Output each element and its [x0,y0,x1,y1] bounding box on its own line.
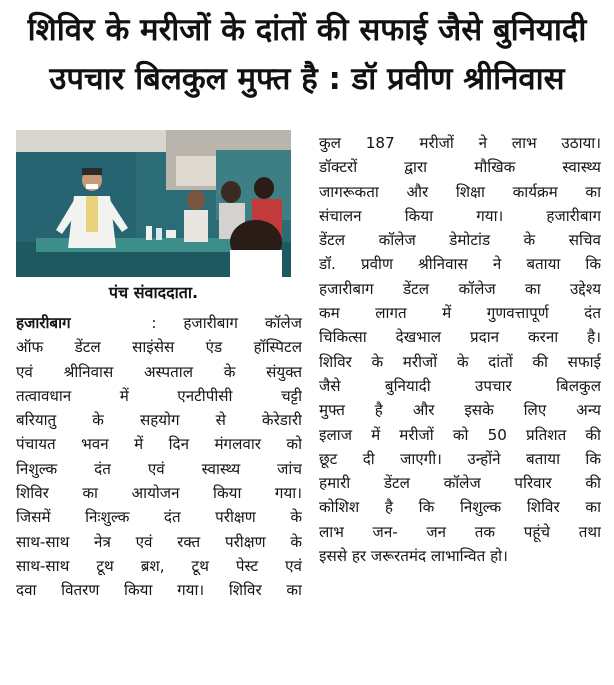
article-line: दवा वितरण किया गया। शिविर का [16,581,302,600]
article-line: कम लागत में गुणवत्तापूर्ण दंत [319,304,601,323]
dateline: हजारीबाग [16,314,71,332]
article-line: साथ-साथ नेत्र एवं रक्त परीक्षण के [16,532,302,551]
article-line: संचालन किया गया। हजारीबाग [319,206,601,225]
article-line: कुल 187 मरीजों ने लाभ उठाया। [319,134,601,152]
article-line: शिविर का आयोजन किया गया। [16,484,302,503]
article-line: जिसमें निःशुल्क दंत परीक्षण के [16,508,302,527]
article-line: पंचायत भवन में दिन मंगलवार को [16,435,302,454]
article-line: छूट दी जाएगी। उन्होंने बताया कि [319,449,601,468]
headline-line-2: उपचार बिलकुल मुफ्त है : डॉ प्रवीण श्रीनिवास [49,61,565,97]
article-line: एवं श्रीनिवास अस्पताल के संयुक्त [16,362,302,381]
headline [0,6,614,104]
article-line: डॉ. प्रवीण श्रीनिवास ने बताया कि [319,255,601,274]
article-column-left [16,311,302,603]
headline-line-1: शिविर के मरीजों के दांतों की सफाई जैसे बुनियादी [27,12,587,48]
article-line: डेंटल कॉलेज डेमोटांड के सचिव [319,231,601,250]
article-line [16,311,302,335]
article-line: हमारी डेंटल कॉलेज परिवार की [319,474,601,493]
article-line: ऑफ डेंटल साइंसेस एंड हॉस्पिटल [16,338,302,357]
article-line: बरियातु के सहयोग से केरेडारी [16,411,302,430]
article-line: जागरूकता और शिक्षा कार्यक्रम का [319,182,601,201]
article-line: जैसे बुनियादी उपचार बिलकुल [319,376,601,395]
article-line: निशुल्क दंत एवं स्वास्थ्य जांच [16,459,302,478]
article-column-right [319,131,601,568]
article-line: साथ-साथ टूथ ब्रश, टूथ पेस्ट एवं [16,556,302,575]
article-line: हजारीबाग डेंटल कॉलेज का उद्देश्य [319,279,601,298]
news-photo [16,130,291,277]
news-photo-illustration [16,130,291,277]
article-line: डॉक्टरों द्वारा मौखिक स्वास्थ्य [319,158,601,177]
article-line: चिकित्सा देखभाल प्रदान करना है। [319,328,601,347]
byline: पंच संवाददाता. [108,283,199,302]
article-line-text: : हजारीबाग कॉलेज [151,314,302,332]
article-line: मुफ्त है और इसके लिए अन्य [319,401,601,420]
article-line: शिविर के मरीजों के दांतों की सफाई [319,352,601,371]
article-line: लाभ जन- जन तक पहूंचे तथा [319,522,601,541]
article-line: कोशिश है कि निशुल्क शिविर का [319,498,601,517]
article-line: इससे हर जरूरतमंद लाभान्वित हो। [319,547,508,566]
article-line: इलाज में मरीजों को 50 प्रतिशत की [319,425,601,444]
article-line: तत्वावधान में एनटीपीसी चट्टी [16,386,302,405]
